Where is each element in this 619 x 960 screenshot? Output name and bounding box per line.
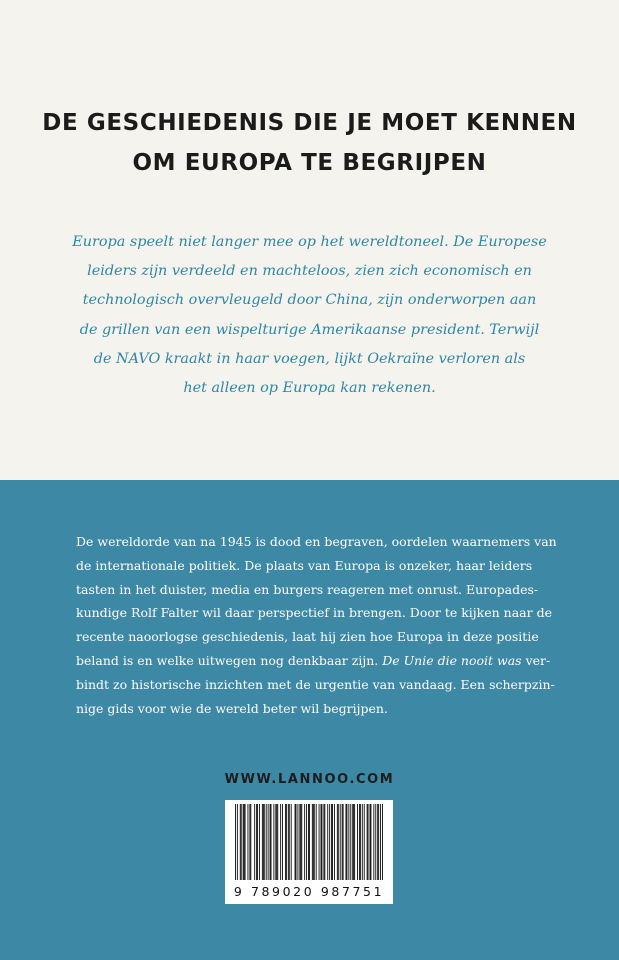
intro-line: het alleen op Europa kan rekenen. <box>183 380 436 397</box>
barcode-bar <box>273 804 274 880</box>
headline-line-1: DE GESCHIEDENIS DIE JE MOET KENNEN <box>42 110 577 136</box>
barcode-bar <box>375 804 376 880</box>
barcode-bar <box>309 804 310 880</box>
barcode-bar <box>300 804 301 880</box>
barcode-bar <box>308 804 309 880</box>
barcode-bar <box>353 804 354 880</box>
barcode-bar <box>348 804 349 880</box>
barcode-bar <box>289 804 290 880</box>
intro-line: de grillen van een wispelturige Amerikaanse president. Terwijl <box>79 321 540 338</box>
barcode-bar <box>313 804 314 880</box>
barcode-bar <box>364 804 365 880</box>
barcode-bar <box>299 804 300 880</box>
barcode-bar <box>256 804 257 880</box>
barcode-bar <box>297 804 298 880</box>
barcode-bar <box>343 804 344 880</box>
publisher-url: WWW.LANNOO.COM <box>224 772 395 787</box>
barcode-bar <box>263 804 264 880</box>
barcode-bar <box>331 804 332 880</box>
intro-line: Europa speelt niet langer mee op het wereldtoneel. De Europese <box>72 234 547 250</box>
barcode-bar <box>360 804 361 880</box>
blurb-line: De wereldorde van na 1945 is dood en begraven, oordelen waarnemers van <box>76 534 557 549</box>
barcode-bar <box>241 804 242 880</box>
barcode-bar <box>254 804 255 880</box>
barcode-bar <box>277 804 278 880</box>
intro-line: leiders zijn verdeeld en machteloos, zien zich economisch en <box>87 263 532 280</box>
barcode-bar <box>268 804 269 880</box>
barcode-bar <box>259 804 260 880</box>
blurb-line <box>76 649 556 673</box>
barcode-bar <box>382 804 383 880</box>
barcode-bar <box>367 804 368 880</box>
barcode-bar <box>321 804 322 880</box>
barcode-bar <box>368 804 369 880</box>
barcode-bars <box>225 800 393 884</box>
barcode-bar <box>334 804 335 880</box>
barcode-bar <box>275 804 276 880</box>
barcode-bar <box>237 804 238 880</box>
barcode <box>225 800 393 904</box>
barcode-bar <box>314 804 315 880</box>
barcode-bar <box>346 804 347 880</box>
barcode-bar <box>250 804 251 880</box>
barcode-bar <box>338 804 339 880</box>
barcode-bar <box>286 804 287 880</box>
barcode-bar <box>276 804 277 880</box>
blurb-line: bindt zo historische inzichten met de urgentie van vandaag. Een scherpzin- <box>76 676 555 692</box>
barcode-bar <box>296 804 297 880</box>
barcode-bar <box>288 804 289 880</box>
barcode-bar <box>373 804 374 880</box>
barcode-bar <box>357 804 358 880</box>
barcode-bar <box>346 804 347 880</box>
intro-paragraph <box>0 228 619 403</box>
barcode-bar <box>371 804 372 880</box>
barcode-bar <box>291 804 292 880</box>
headline-line-2: OM EUROPA TE BEGRIJPEN <box>132 150 487 176</box>
intro-line: technologisch overvleugeld door China, zijn onderworpen aan <box>82 292 537 309</box>
blurb-line-6-text: beland is en welke uitwegen nog denkbaar zijn. <box>76 652 379 668</box>
barcode-bar <box>282 804 283 880</box>
barcode-bar <box>340 804 341 880</box>
barcode-bar <box>377 804 378 880</box>
blurb-line: recente naoorlogse geschiedenis, laat hij zien hoe Europa in deze positie <box>76 629 539 645</box>
barcode-bar <box>243 804 244 880</box>
barcode-bar <box>247 804 248 880</box>
barcode-bar <box>354 804 355 880</box>
barcode-bar <box>295 804 296 880</box>
barcode-bar <box>270 804 271 880</box>
barcode-bar <box>301 804 302 880</box>
barcode-bar <box>271 804 272 880</box>
barcode-bar <box>327 804 328 880</box>
blurb-line: de internationale politiek. De plaats van Europa is onzeker, haar leiders <box>76 557 533 573</box>
blurb-line: nige gids voor wie de wereld beter wil begrijpen. <box>76 700 388 716</box>
barcode-bar <box>306 804 307 880</box>
barcode-bar <box>352 804 353 880</box>
barcode-bar <box>332 804 333 880</box>
barcode-bar <box>378 804 379 880</box>
barcode-bar <box>262 804 263 880</box>
isbn-number: 9 789020 987751 <box>233 884 385 899</box>
barcode-bar <box>235 804 236 880</box>
barcode-bar <box>312 804 313 880</box>
blurb-line: kundige Rolf Falter wil daar perspectief in brengen. Door te kijken naar de <box>76 605 552 621</box>
intro-line: de NAVO kraakt in haar voegen, lijkt Oekraïne verloren als <box>93 350 526 367</box>
barcode-bar <box>350 804 351 880</box>
blurb-line: tasten in het duister, media en burgers reageren met onrust. Europades- <box>76 581 539 597</box>
blurb-line-7-rest: ver- <box>521 652 551 668</box>
barcode-bar <box>359 804 360 880</box>
barcode-bar <box>245 804 246 880</box>
headline <box>0 103 619 183</box>
barcode-bar <box>316 804 317 880</box>
barcode-bar <box>285 804 286 880</box>
barcode-bar <box>266 804 267 880</box>
barcode-bar <box>370 804 371 880</box>
barcode-bar <box>249 804 250 880</box>
barcode-bar <box>240 804 241 880</box>
barcode-bar <box>362 804 363 880</box>
barcode-bar <box>244 804 245 880</box>
barcode-bar <box>319 804 320 880</box>
barcode-bar <box>337 804 338 880</box>
barcode-bar <box>329 804 330 880</box>
barcode-bar <box>324 804 325 880</box>
barcode-bar <box>264 804 265 880</box>
barcode-bar <box>323 804 324 880</box>
barcode-bar <box>380 804 381 880</box>
blurb-paragraph <box>76 530 556 720</box>
book-title-italic: De Unie die nooit was <box>382 652 522 668</box>
barcode-bar <box>304 804 305 880</box>
barcode-bar <box>280 804 281 880</box>
barcode-bar <box>257 804 258 880</box>
barcode-bar <box>321 804 322 880</box>
barcode-bar <box>342 804 343 880</box>
